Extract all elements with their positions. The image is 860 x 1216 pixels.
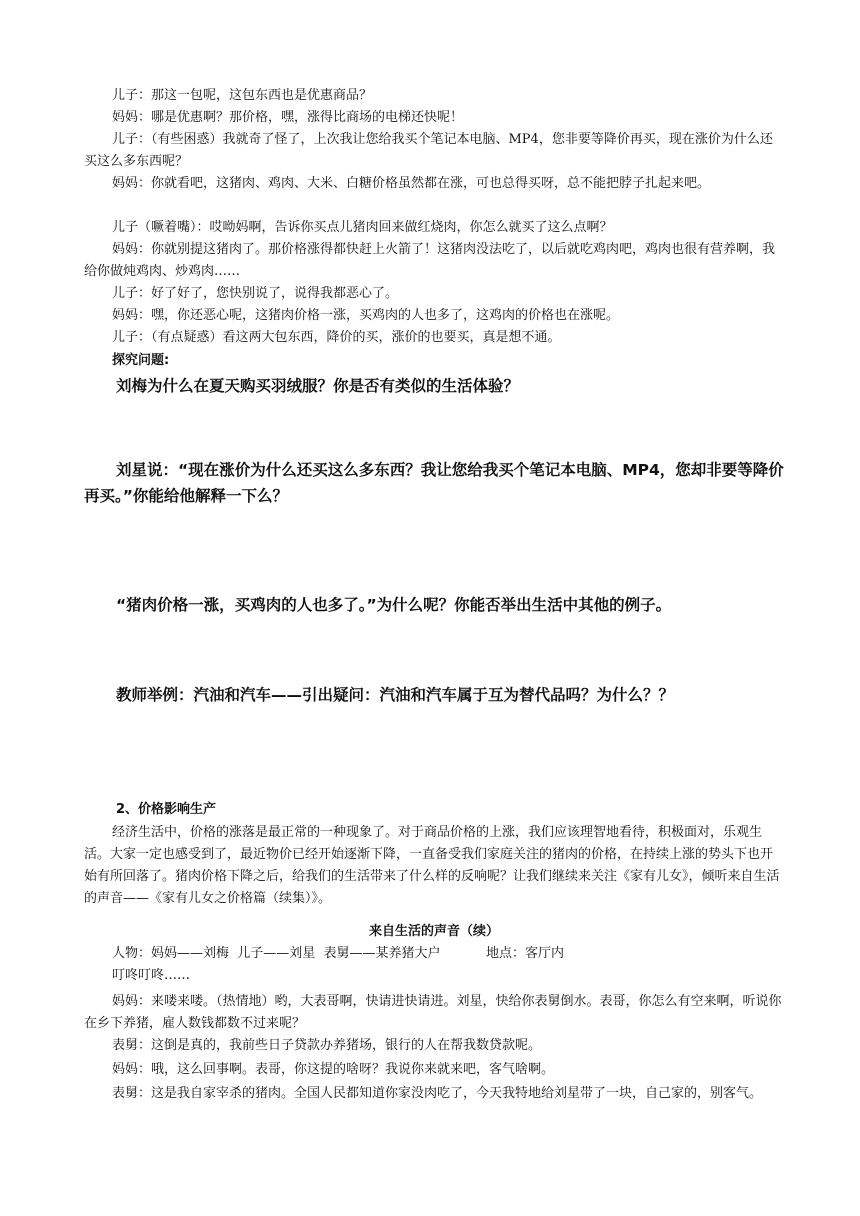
inquiry-label: 探究问题: (112, 353, 170, 368)
dialogue-line: 儿子：（有些困惑）我就奇了怪了，上次我让您给我买个笔记本电脑、MP4，您非要等降价再买，现在涨价为什么还买这么多东西呢？ (84, 132, 773, 169)
dialogue-line: 儿子：好了好了，您快别说了，说得我都恶心了。 (112, 286, 399, 301)
cast-line: 人物：妈妈——刘梅 儿子——刘星 表舅——某养猪大户 地点：客厅内 (112, 946, 564, 961)
inquiry-question: “猪肉价格一涨，买鸡肉的人也多了。”为什么呢？你能否举出生活中其他的例子。 (116, 596, 672, 614)
dialogue-line: 妈妈：哦，这么回事啊。表哥，你这提的啥呀？我说你来就来吧，客气啥啊。 (112, 1062, 555, 1077)
dialogue-line: 儿子：那这一包呢，这包东西也是优惠商品？ (112, 88, 373, 103)
inquiry-question: 刘梅为什么在夏天购买羽绒服？你是否有类似的生活体验？ (116, 377, 520, 395)
dialogue-line: 妈妈：你就看吧，这猪肉、鸡肉、大米、白糖价格虽然都在涨，可也总得买呀，总不能把脖子扎起来吧。 (112, 176, 711, 191)
dialogue-line: 儿子：（有点疑惑）看这两大包东西，降价的买，涨价的也要买，真是想不通。 (112, 330, 561, 345)
doorbell-line: 叮咚叮咚…… (112, 968, 191, 983)
section-heading: 2、价格影响生产 (116, 802, 217, 817)
dialogue-line: 妈妈：你就别提这猪肉了。那价格涨得都快赶上火箭了！这猪肉没法吃了，以后就吃鸡肉吧，鸡肉也很有营养啊，我给你做炖鸡肉、炒鸡肉…… (84, 242, 776, 279)
dialogue-line: 妈妈：来喽来喽。（热情地）哟，大表哥啊，快请进快请进。刘星，快给你表舅倒水。表哥，你怎么有空来啊，听说你在乡下养猪，雇人数钱都数不过来呢？ (84, 994, 782, 1031)
dialogue-line: 妈妈：哪是优惠啊？那价格，嘿，涨得比商场的电梯还快呢！ (112, 110, 464, 125)
dialogue-line: 妈妈：嘿，你还恶心呢，这猪肉价格一涨，买鸡肉的人也多了，这鸡肉的价格也在涨呢。 (112, 308, 620, 323)
dialogue-line: 表舅：这倒是真的，我前些日子贷款办养猪场，银行的人在帮我数贷款呢。 (112, 1038, 542, 1053)
inquiry-question: 教师举例：汽油和汽车——引出疑问：汽油和汽车属于互为替代品吗？为什么？？ (116, 686, 675, 704)
inquiry-question: 刘星说：“现在涨价为什么还买这么多东西？我让您给我买个笔记本电脑、MP4，您却非要等降价再买。”你能给他解释一下么？ (84, 461, 784, 505)
section-body: 经济生活中，价格的涨落是最正常的一种现象了。对于商品价格的上涨，我们应该理智地看待，积极面对，乐观生活。大家一定也感受到了，最近物价已经开始逐渐下降，一直备受我们家庭关注的猪肉的价格，在持续上涨的势头下也开始有所回落了。猪肉价格下降之后，给我们的生活带来了什么样的反响呢？让我们继续来关注《家有儿女》，倾听来自生活的声音——《家有儿女之价格篇（续集）》。 (84, 825, 780, 906)
dialogue-line: 儿子（噘着嘴）：哎呦妈啊，告诉你买点儿猪肉回来做红烧肉，你怎么就买了这么点啊？ (112, 220, 613, 235)
scene-title: 来自生活的声音（续） (368, 924, 499, 939)
dialogue-line: 表舅：这是我自家宰杀的猪肉。全国人民都知道你家没肉吃了，今天我特地给刘星带了一块，自己家的，别客气。 (112, 1086, 763, 1101)
